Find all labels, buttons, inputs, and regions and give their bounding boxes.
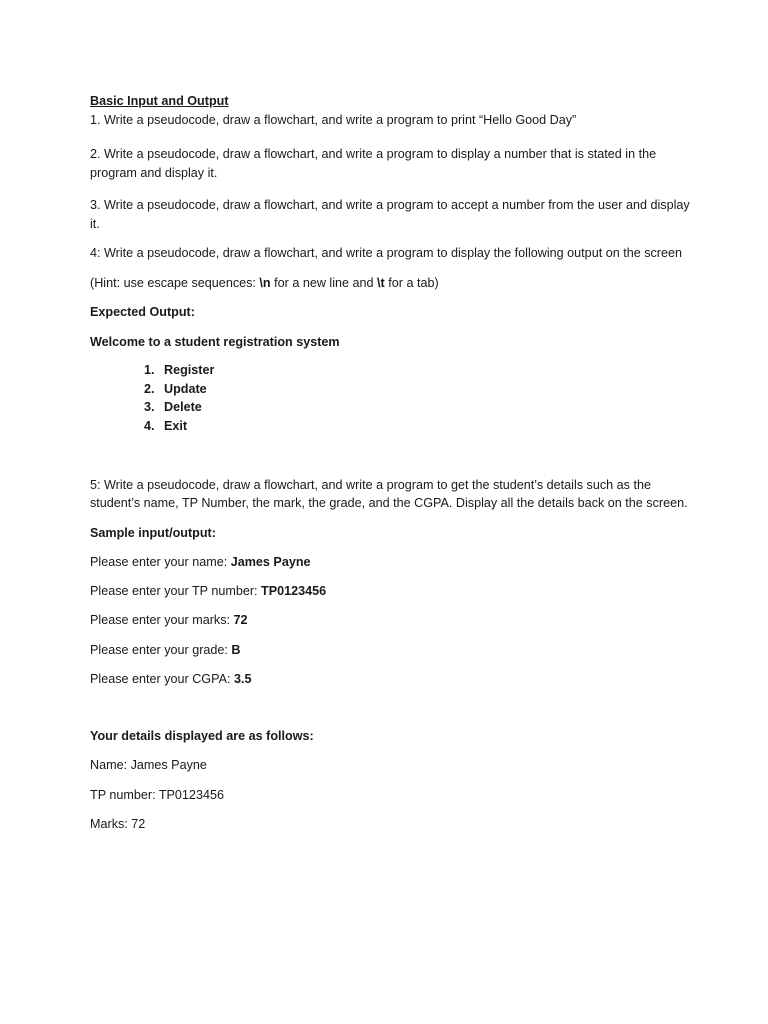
menu-item-register: 1. Register bbox=[158, 361, 690, 380]
menu-item-update: 2. Update bbox=[158, 380, 690, 399]
question-2: 2. Write a pseudocode, draw a flowchart, and write a program to display a number that is stated in the program and display it. bbox=[90, 147, 657, 180]
prompt-label: Please enter your grade: bbox=[90, 642, 232, 657]
page-title: Basic Input and Output bbox=[90, 94, 229, 108]
hint-prefix: (Hint: use escape sequences: bbox=[90, 275, 260, 290]
prompt-value: James Payne bbox=[230, 555, 311, 569]
question-5: 5: Write a pseudocode, draw a flowchart, and write a program to get the student’s details such as the student’s name, TP Number, the mark, the grade, and the CGPA. Display all the details back on the screen. bbox=[90, 477, 688, 511]
detail-marks: Marks: 72 bbox=[90, 816, 146, 831]
prompt-cgpa bbox=[90, 670, 690, 689]
hint-tab-seq: \t bbox=[377, 275, 385, 290]
prompt-value: B bbox=[231, 642, 241, 657]
details-heading: Your details displayed are as follows: bbox=[90, 729, 314, 744]
hint-tab-text: for a tab) bbox=[384, 275, 439, 290]
hint-text bbox=[90, 274, 690, 293]
prompt-label: Please enter your TP number: bbox=[90, 584, 262, 599]
expected-output-label: Expected Output: bbox=[90, 305, 195, 319]
question-1: 1. Write a pseudocode, draw a flowchart, and write a program to print “Hello Good Day” bbox=[90, 112, 577, 127]
menu-list bbox=[90, 361, 690, 436]
prompt-label: Please enter your CGPA: bbox=[90, 671, 234, 686]
prompt-label: Please enter your name: bbox=[90, 555, 231, 569]
document-page bbox=[90, 92, 690, 844]
detail-tp-number: TP number: TP0123456 bbox=[90, 787, 224, 802]
menu-item-delete: 3. Delete bbox=[158, 398, 690, 417]
prompt-label: Please enter your marks: bbox=[90, 613, 234, 628]
prompt-tp-number bbox=[90, 582, 690, 601]
welcome-text: Welcome to a student registration system bbox=[90, 334, 340, 349]
prompt-value: 72 bbox=[233, 613, 248, 628]
prompt-value: 3.5 bbox=[233, 671, 252, 686]
hint-newline-seq: \n bbox=[259, 275, 271, 290]
menu-item-exit: 4. Exit bbox=[158, 417, 690, 436]
prompt-value: TP0123456 bbox=[261, 584, 327, 599]
question-3: 3. Write a pseudocode, draw a flowchart, and write a program to accept a number from the user and display it. bbox=[90, 198, 690, 231]
hint-newline-text: for a new line and bbox=[270, 275, 378, 290]
detail-name: Name: James Payne bbox=[90, 758, 207, 773]
sample-label: Sample input/output: bbox=[90, 525, 216, 540]
question-4: 4: Write a pseudocode, draw a flowchart, and write a program to display the following output on the screen bbox=[90, 246, 683, 260]
prompt-name bbox=[90, 553, 690, 572]
prompt-grade bbox=[90, 641, 690, 660]
prompt-marks bbox=[90, 611, 690, 630]
